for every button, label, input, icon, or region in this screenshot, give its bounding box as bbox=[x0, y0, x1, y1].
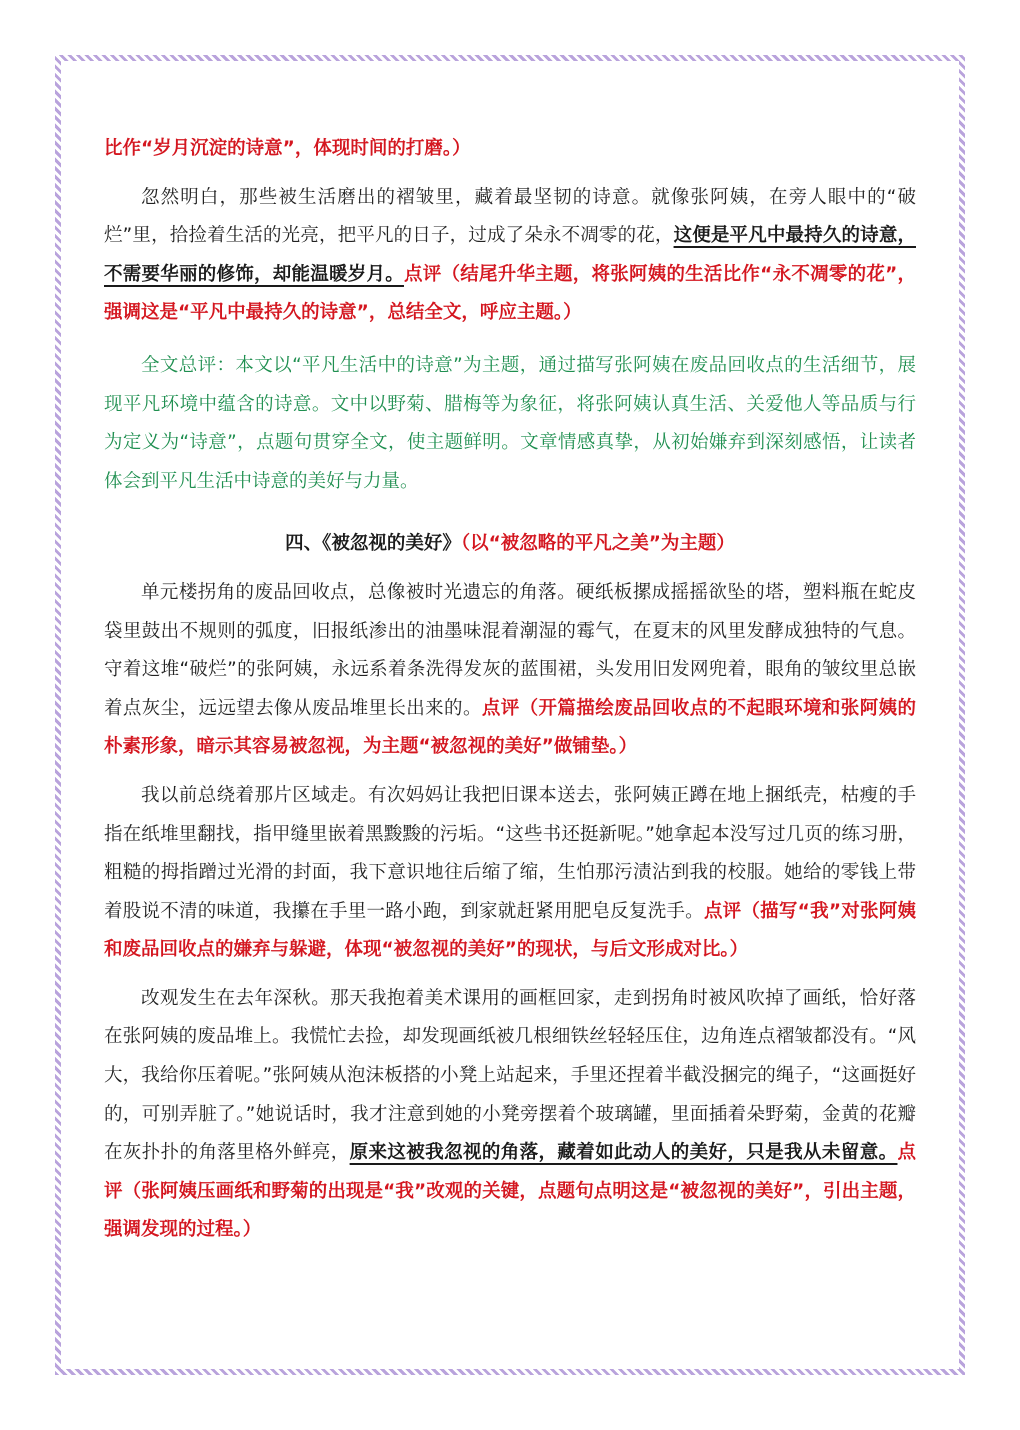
paragraph-text: 改观发生在去年深秋。那天我抱着美术课用的画框回家，走到拐角时被风吹掉了画纸，恰好落在张阿姨的废品堆上。我慌忙去捡，却发现画纸被几根细铁丝轻轻压住，边角连点褶皱都没有。“风大，我给你压着呢。”张阿姨从泡沫板搭的小凳上站起来，手里还捏着半截没捆完的绳子，“这画挺好的，可别弄脏了。”她说话时，我才注意到她的小凳旁摆着个玻璃罐，里面插着朵野菊，金黄的花瓣在灰扑扑的角落里格外鲜亮， bbox=[104, 987, 916, 1164]
key-sentence: 这便是平凡中最持久的诗意，不需要华丽的修饰，却能温暖岁月。 bbox=[104, 225, 916, 285]
section-title: 四、《被忽视的美好》 bbox=[285, 533, 461, 555]
key-sentence: 原来这被我忽视的角落，藏着如此动人的美好，只是我从未留意。 bbox=[349, 1142, 898, 1164]
comment-text: 比作“岁月沉淀的诗意”，体现时间的打磨。） bbox=[104, 138, 471, 159]
paragraph-avoidance bbox=[104, 777, 916, 970]
article-body bbox=[104, 130, 916, 1250]
summary-text: 全文总评：本文以“平凡生活中的诗意”为主题，通过描写张阿姨在废品回收点的生活细节，展现平凡环境中蕴含的诗意。文中以野菊、腊梅等为象征，将张阿姨认真生活、关爱他人等品质与行为定义为“诗意”，点题句贯穿全文，使主题鲜明。文章情感真挚，从初始嫌弃到深刻感悟，让读者体会到平凡生活中诗意的美好与力量。 bbox=[104, 354, 916, 492]
paragraph-text: 我以前总绕着那片区域走。有次妈妈让我把旧课本送去，张阿姨正蹲在地上捆纸壳，枯瘦的手指在纸堆里翻找，指甲缝里嵌着黑黢黢的污垢。“这些书还挺新呢。”她拿起本没写过几页的练习册，粗糙的拇指蹭过光滑的封面，我下意识地往后缩了缩，生怕那污渍沾到我的校服。她给的零钱上带着股说不清的味道，我攥在手里一路小跑，到家就赶紧用肥皂反复洗手。 bbox=[104, 784, 916, 922]
paragraph-text: 单元楼拐角的废品回收点，总像被时光遗忘的角落。硬纸板摞成摇摇欲坠的塔，塑料瓶在蛇皮袋里鼓出不规则的弧度，旧报纸渗出的油墨味混着潮湿的霉气，在夏末的风里发酵成独特的气息。守着这堆“破烂”的张阿姨，永远系着条洗得发灰的蓝围裙，头发用旧发网兜着，眼角的皱纹里总嵌着点灰尘，远远望去像从废品堆里长出来的。 bbox=[104, 581, 916, 719]
paragraph-text: 忽然明白，那些被生活磨出的褶皱里，藏着最坚韧的诗意。就像张阿姨，在旁人眼中的“破烂”里，拾捡着生活的光亮，把平凡的日子，过成了朵永不凋零的花， bbox=[104, 186, 916, 247]
comment-text: 点评（结尾升华主题，将张阿姨的生活比作“永不凋零的花”，强调这是“平凡中最持久的诗意”，总结全文，呼应主题。） bbox=[104, 263, 916, 324]
summary-comment bbox=[104, 347, 916, 501]
section-heading bbox=[104, 525, 916, 564]
comment-text: 点评（描写“我”对张阿姨和废品回收点的嫌弃与躲避，体现“被忽视的美好”的现状，与后文形成对比。） bbox=[104, 900, 916, 961]
paragraph-turning-point bbox=[104, 980, 916, 1250]
paragraph-conclusion bbox=[104, 179, 916, 333]
comment-text: 点评（开篇描绘废品回收点的不起眼环境和张阿姨的朴素形象，暗示其容易被忽视，为主题“被忽视的美好”做铺垫。） bbox=[104, 697, 916, 758]
section-subtitle: （以“被忽略的平凡之美”为主题） bbox=[460, 533, 735, 555]
comment-text: 点评（张阿姨压画纸和野菊的出现是“我”改观的关键，点题句点明这是“被忽视的美好”，引出主题，强调发现的过程。） bbox=[104, 1142, 916, 1241]
comment-continued bbox=[104, 130, 916, 169]
paragraph-opening bbox=[104, 574, 916, 767]
